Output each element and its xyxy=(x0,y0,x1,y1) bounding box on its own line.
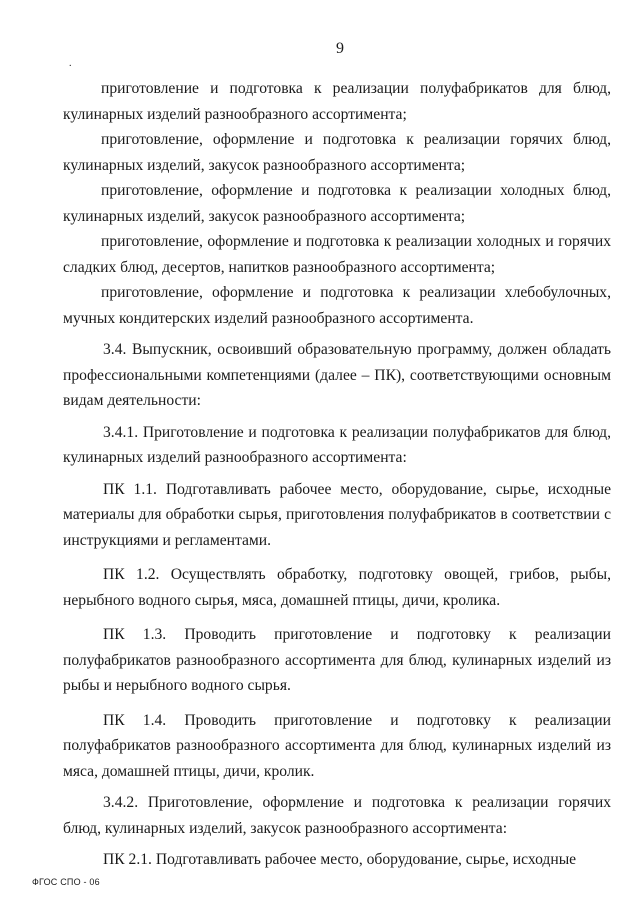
list-item-bakery: приготовление, оформление и подготовка к реализации хлебобулочных, мучных кондитерских изделий разнообразного ассортимента. xyxy=(63,284,611,327)
list-item-cold-dishes: приготовление, оформление и подготовка к реализации холодных блюд, кулинарных изделий, закусок разнообразного ассортимента; xyxy=(63,182,611,225)
competency-pk-1-1: ПК 1.1. Подготавливать рабочее место, оборудование, сырье, исходные материалы для обработки сырья, приготовления полуфабрикатов в соответствии с инструкциями и регламентами. xyxy=(63,480,611,549)
page-speck: . xyxy=(69,58,72,69)
list-item-sweet-dishes: приготовление, оформление и подготовка к реализации холодных и горячих сладких блюд, десертов, напитков разнообразного ассортимента; xyxy=(63,233,611,276)
page-number: 9 xyxy=(336,40,344,57)
list-item-semifinished: приготовление и подготовка к реализации полуфабрикатов для блюд, кулинарных изделий разнообразного ассортимента; xyxy=(63,80,611,123)
competency-pk-1-2: ПК 1.2. Осуществлять обработку, подготовку овощей, грибов, рыбы, нерыбного водного сырья, мяса, домашней птицы, дичи, кролика. xyxy=(63,566,611,609)
paragraph-3-4-2: 3.4.2. Приготовление, оформление и подготовка к реализации горячих блюд, кулинарных изделий, закусок разнообразного ассортимента: xyxy=(63,794,611,837)
body-text xyxy=(63,76,611,873)
competency-pk-2-1: ПК 2.1. Подготавливать рабочее место, оборудование, сырье, исходные xyxy=(103,851,577,868)
footer-standard-code: ФГОС СПО - 06 xyxy=(32,877,100,887)
paragraph-3-4-1: 3.4.1. Приготовление и подготовка к реализации полуфабрикатов для блюд, кулинарных изделий разнообразного ассортимента: xyxy=(63,423,611,466)
competency-pk-1-4: ПК 1.4. Проводить приготовление и подготовку к реализации полуфабрикатов разнообразного ассортимента для блюд, кулинарных изделий из мяса, домашней птицы, дичи, кролик. xyxy=(63,711,611,780)
paragraph-3-4: 3.4. Выпускник, освоивший образовательную программу, должен обладать профессиональными компетенциями (далее – ПК), соответствующими основным видам деятельности: xyxy=(63,341,611,409)
competency-pk-1-3: ПК 1.3. Проводить приготовление и подготовку к реализации полуфабрикатов разнообразного ассортимента для блюд, кулинарных изделий из рыбы и нерыбного водного сырья. xyxy=(63,626,611,694)
list-item-hot-dishes: приготовление, оформление и подготовка к реализации горячих блюд, кулинарных изделий, закусок разнообразного ассортимента; xyxy=(63,131,611,174)
